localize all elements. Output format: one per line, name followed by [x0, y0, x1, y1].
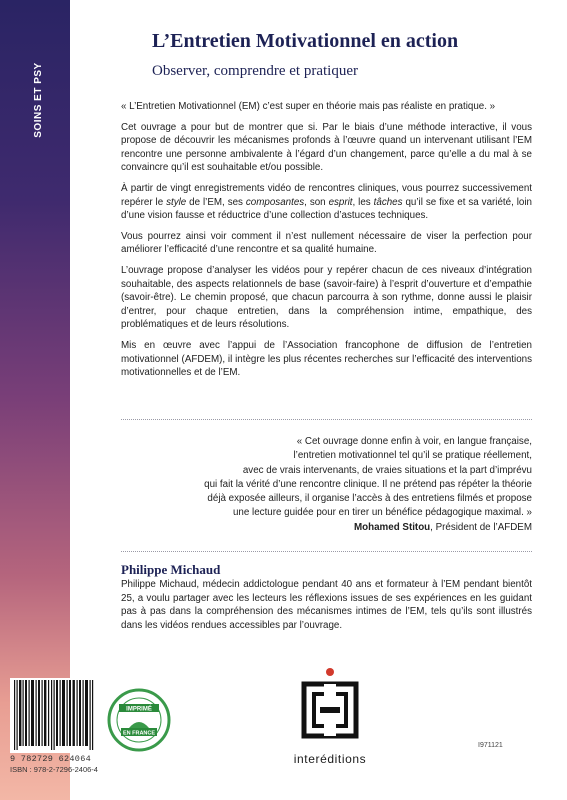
summary-paragraph-2: Cet ouvrage a pour but de montrer que si. Par le biais d’une méthode interactive, il vous propose de découvrir les mécanismes profonds à l’œuvre quand un intervenant utilisant l’EM rencontre une personne ambivalente à l’égard d’un changement, parce qu’elle a du mal à se convaincre qu’il est souhaitable et/ou possible. [121, 121, 532, 174]
logo-dot-icon [326, 668, 334, 676]
quote-line: « Cet ouvrage donne enfin à voir, en langue française, [296, 436, 532, 447]
spine-label-text: SOINS ET PSY [33, 62, 44, 138]
badge-mid-text: EN FRANCE [122, 730, 156, 737]
book-title: L’Entretien Motivationnel en action [152, 30, 459, 52]
summary-paragraph-1: « L’Entretien Motivationnel (EM) c’est super en théorie mais pas réaliste en pratique. » [121, 101, 496, 112]
imprime-en-france-badge-icon [107, 688, 171, 752]
barcode-icon [10, 678, 100, 753]
spine-label [33, 45, 47, 155]
p3-composantes: composantes [245, 196, 305, 208]
summary-paragraph-6: Mis en œuvre avec l’appui de l’Association francophone de diffusion de l’entretien motivationnel (AFDEM), il intègre les plus récentes recherches sur l’efficacité des interventions motivationnelles et de l’EM. [121, 339, 532, 379]
book-subtitle: Observer, comprendre et pratiquer [152, 63, 358, 79]
author-name: Philippe Michaud [121, 562, 221, 577]
quote-author-name: Mohamed Stitou [353, 521, 431, 533]
quote-line: avec de vrais intervenants, de vraies situations et la part d’imprévu [242, 464, 532, 476]
quote-line: qui fait la vérité d’une rencontre clinique. Il ne prétend pas répéter la théorie [204, 478, 532, 490]
author-bio: Philippe Michaud, médecin addictologue pendant 40 ans et formateur à l’EM pendant bientôt 25, a voulu partager avec les lecteurs les réflexions issues de ses expériences en les guidant pas à pas dans la compréhension des mécanismes intimes de l’EM, tels qu’ils sont illustrés dans les vidéos rendues accessibles par l’ouvrage. [121, 579, 532, 631]
quote-author [200, 521, 532, 535]
quote-line: l’entretien motivationnel tel qu’il se pratique réellement, [293, 450, 532, 462]
p3-part-b: de l’EM, ses [186, 196, 246, 208]
badge-top-text: IMPRIMÉ [126, 706, 152, 713]
interéditions-logo-icon [300, 680, 360, 740]
divider-bottom [121, 551, 532, 552]
summary-paragraph-5: L’ouvrage propose d’analyser les vidéos pour y repérer chacun de ces niveaux d’intégration souhaitable, des aspects relationnels de base (savoir-faire) à l’esprit d’ouverture et d’empathie (savoir-être). Le chemin proposé, que chacun parcourra à son rythme, donne aussi le plaisir d’entrer, pour chaque entretien, dans la compréhension intime, empathique, des problématiques et de leurs résolutions. [121, 264, 532, 331]
p3-taches: tâches [373, 196, 403, 208]
summary-paragraph-3 [121, 182, 532, 223]
quote-line: déjà exposée ailleurs, il organise l’accès à des entretiens filmés et propose [207, 493, 532, 505]
p3-part-e: qu’il se fixe et sa variété, loin d’une vision fausse et réductrice d’une collection d’astuces techniques. [121, 196, 532, 222]
p3-style: style [166, 196, 187, 208]
summary-text [121, 100, 532, 387]
barcode-number: 9 782729 624064 [10, 754, 92, 764]
publisher-name: interéditions [293, 752, 367, 766]
summary-paragraph-4: Vous pourrez ainsi voir comment il n’est nullement nécessaire de viser la perfection pour améliorer l’efficacité d’une rencontre et sa qualité humaine. [121, 230, 532, 256]
endorsement-quote [200, 435, 532, 535]
p3-part-a: À partir de vingt enregistrements vidéo de rencontres cliniques, vous pourrez successivement repérer le [121, 182, 532, 208]
product-code: I971121 [478, 742, 503, 749]
divider-top [121, 419, 532, 420]
p3-part-d: , les [352, 196, 374, 208]
p3-part-c: , son [304, 196, 329, 208]
p3-esprit: esprit [328, 196, 353, 208]
quote-author-role: , Président de l’AFDEM [430, 521, 532, 533]
isbn: ISBN : 978-2-7296-2406-4 [10, 765, 98, 774]
quote-line: une lecture guidée pour en tirer un bénéfice pédagogique maximal. » [232, 507, 532, 519]
